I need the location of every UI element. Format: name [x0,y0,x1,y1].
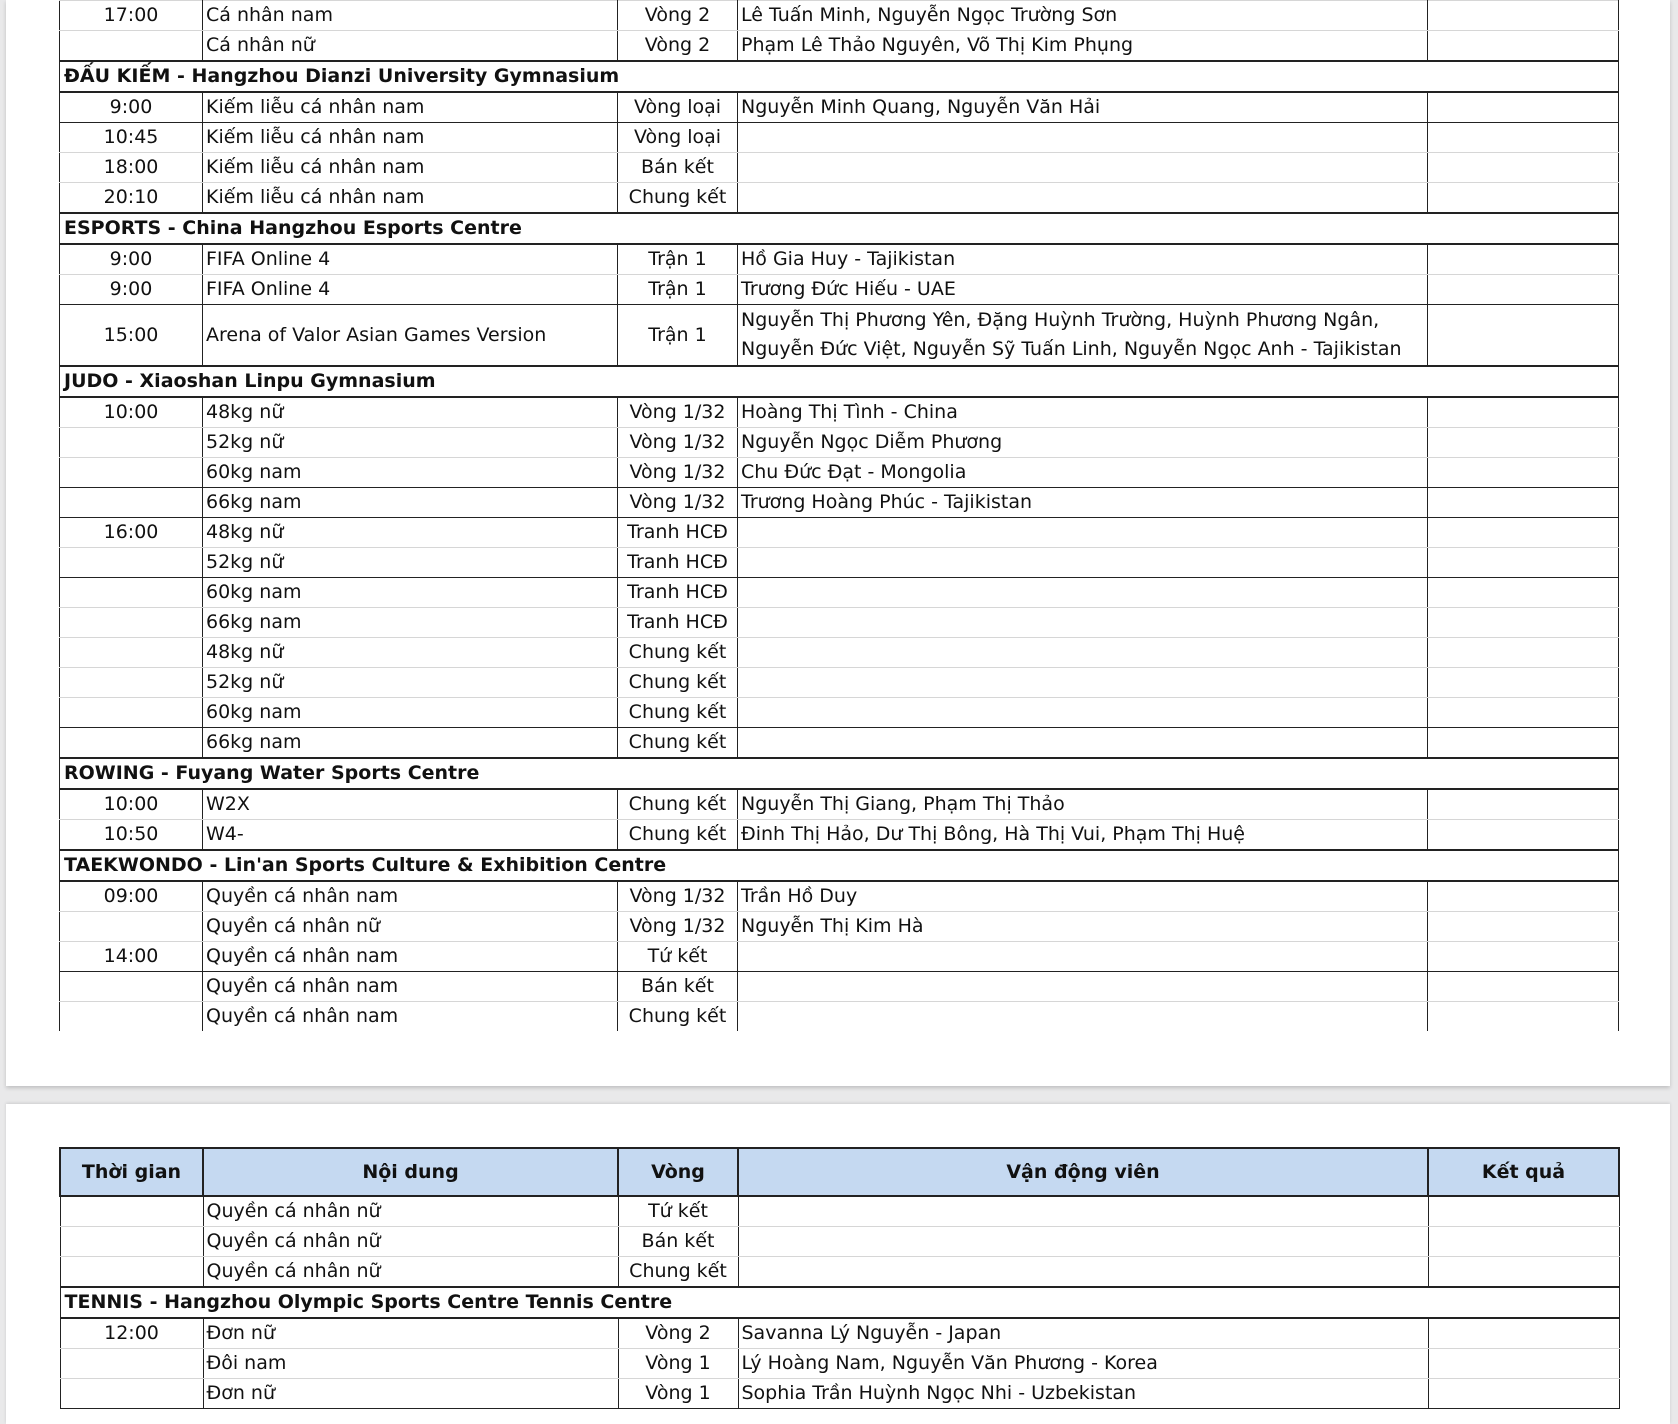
event-cell: 60kg nam [203,698,618,728]
event-cell: W2X [203,789,618,820]
time-cell [60,458,203,488]
table-row [60,942,1619,972]
time-cell [60,1379,203,1409]
table-row [60,31,1619,62]
result-cell [1428,305,1619,367]
event-cell: Quyền cá nhân nữ [203,1196,618,1227]
event-cell: FIFA Online 4 [203,275,618,305]
result-cell [1428,458,1619,488]
result-cell [1428,1318,1619,1349]
event-cell: FIFA Online 4 [203,244,618,275]
athletes-cell: Đinh Thị Hảo, Dư Thị Bông, Hà Thị Vui, Phạm Thị Huệ [738,820,1428,851]
event-cell: Quyền cá nhân nữ [203,912,618,942]
round-cell: Bán kết [618,153,738,183]
event-cell: Quyền cá nhân nam [203,942,618,972]
round-cell: Vòng 1/32 [618,458,738,488]
sport-section-row [60,61,1619,92]
table-row [60,578,1619,608]
event-cell: 52kg nữ [203,428,618,458]
event-cell: Đôi nam [203,1349,618,1379]
round-cell: Vòng 1/32 [618,428,738,458]
time-cell: 10:00 [60,789,203,820]
round-cell: Trận 1 [618,244,738,275]
time-cell: 16:00 [60,518,203,548]
event-cell: Quyền cá nhân nam [203,1002,618,1032]
round-cell: Chung kết [618,820,738,851]
time-cell: 17:00 [60,1,203,31]
round-cell: Vòng loại [618,123,738,153]
athletes-cell [738,942,1428,972]
time-cell [60,668,203,698]
time-cell [60,488,203,518]
time-cell [60,1257,203,1288]
table-row [60,428,1619,458]
athletes-cell: Sophia Trần Huỳnh Ngọc Nhi - Uzbekistan [738,1379,1428,1409]
round-cell: Tranh HCĐ [618,548,738,578]
result-cell [1428,31,1619,62]
time-cell: 9:00 [60,244,203,275]
round-cell: Vòng loại [618,92,738,123]
round-cell: Tranh HCĐ [618,608,738,638]
table-row [60,244,1619,275]
athletes-cell: Trương Đức Hiếu - UAE [738,275,1428,305]
table-row [60,638,1619,668]
table-row [60,153,1619,183]
time-cell: 14:00 [60,942,203,972]
event-cell: Kiếm liễu cá nhân nam [203,153,618,183]
time-cell: 9:00 [60,275,203,305]
round-cell: Vòng 2 [618,1,738,31]
athletes-cell: Phạm Lê Thảo Nguyên, Võ Thị Kim Phụng [738,31,1428,62]
time-cell [60,1227,203,1257]
athletes-cell [738,1227,1428,1257]
event-cell: Kiếm liễu cá nhân nam [203,92,618,123]
result-cell [1428,972,1619,1002]
result-cell [1428,668,1619,698]
athletes-cell [738,972,1428,1002]
table-row [60,881,1619,912]
schedule-page-1 [6,0,1670,1086]
schedule-table-body [60,1196,1619,1409]
result-cell [1428,942,1619,972]
table-row [60,275,1619,305]
header-result: Kết quả [1428,1148,1619,1196]
table-row [60,458,1619,488]
result-cell [1428,488,1619,518]
round-cell: Vòng 2 [618,1318,738,1349]
athletes-cell [738,698,1428,728]
round-cell: Bán kết [618,972,738,1002]
time-cell [60,728,203,759]
time-cell [60,548,203,578]
athletes-cell [738,608,1428,638]
table-header-row [60,1148,1619,1196]
result-cell [1428,92,1619,123]
result-cell [1428,1257,1619,1288]
schedule-table-page-1 [59,0,1619,1031]
sport-section-row [60,758,1619,789]
athletes-cell [738,548,1428,578]
sport-section-row [60,366,1619,397]
round-cell: Tứ kết [618,942,738,972]
event-cell: Arena of Valor Asian Games Version [203,305,618,367]
time-cell [60,972,203,1002]
time-cell: 18:00 [60,153,203,183]
event-cell: 60kg nam [203,458,618,488]
header-round: Vòng [618,1148,738,1196]
result-cell [1428,123,1619,153]
time-cell: 20:10 [60,183,203,214]
table-row [60,972,1619,1002]
athletes-cell [738,518,1428,548]
event-cell: 66kg nam [203,488,618,518]
event-cell: 60kg nam [203,578,618,608]
event-cell: 52kg nữ [203,668,618,698]
time-cell [60,578,203,608]
table-row [60,92,1619,123]
sport-section-title: TENNIS - Hangzhou Olympic Sports Centre Tennis Centre [60,1287,1619,1318]
table-row [60,518,1619,548]
event-cell: 48kg nữ [203,397,618,428]
time-cell [60,1196,203,1227]
athletes-cell: Lê Tuấn Minh, Nguyễn Ngọc Trường Sơn [738,1,1428,31]
event-cell: Quyền cá nhân nữ [203,1257,618,1288]
time-cell: 10:00 [60,397,203,428]
result-cell [1428,1,1619,31]
athletes-cell [738,638,1428,668]
event-cell: Quyền cá nhân nam [203,881,618,912]
table-row [60,912,1619,942]
time-cell: 10:45 [60,123,203,153]
athletes-cell: Trương Hoàng Phúc - Tajikistan [738,488,1428,518]
time-cell: 12:00 [60,1318,203,1349]
round-cell: Trận 1 [618,275,738,305]
result-cell [1428,820,1619,851]
round-cell: Chung kết [618,668,738,698]
table-row [60,488,1619,518]
table-row [60,1227,1619,1257]
time-cell: 9:00 [60,92,203,123]
result-cell [1428,1227,1619,1257]
time-cell [60,31,203,62]
event-cell: Cá nhân nữ [203,31,618,62]
athletes-cell: Hồ Gia Huy - Tajikistan [738,244,1428,275]
athletes-cell: Nguyễn Thị Phương Yên, Đặng Huỳnh Trường, Huỳnh Phương Ngân, Nguyễn Đức Việt, Nguyễn Sỹ Tuấn Linh, Nguyễn Ngọc Anh - Tajikistan [738,305,1428,367]
header-time: Thời gian [60,1148,203,1196]
result-cell [1428,789,1619,820]
event-cell: Đơn nữ [203,1379,618,1409]
athletes-cell [738,728,1428,759]
sport-section-row [60,850,1619,881]
event-cell: 48kg nữ [203,638,618,668]
event-cell: Kiếm liễu cá nhân nam [203,183,618,214]
event-cell: Quyền cá nhân nữ [203,1227,618,1257]
athletes-cell: Hoàng Thị Tình - China [738,397,1428,428]
table-row [60,183,1619,214]
athletes-cell: Nguyễn Thị Kim Hà [738,912,1428,942]
result-cell [1428,244,1619,275]
result-cell [1428,548,1619,578]
result-cell [1428,428,1619,458]
round-cell: Vòng 1/32 [618,397,738,428]
result-cell [1428,1379,1619,1409]
result-cell [1428,183,1619,214]
round-cell: Chung kết [618,1002,738,1032]
table-row [60,1349,1619,1379]
time-cell: 15:00 [60,305,203,367]
time-cell [60,638,203,668]
round-cell: Vòng 2 [618,31,738,62]
event-cell: W4- [203,820,618,851]
round-cell: Bán kết [618,1227,738,1257]
time-cell [60,428,203,458]
result-cell [1428,728,1619,759]
result-cell [1428,881,1619,912]
event-cell: 48kg nữ [203,518,618,548]
round-cell: Chung kết [618,638,738,668]
result-cell [1428,1349,1619,1379]
result-cell [1428,1196,1619,1227]
event-cell: Quyền cá nhân nam [203,972,618,1002]
round-cell: Tứ kết [618,1196,738,1227]
athletes-cell [738,153,1428,183]
athletes-cell: Savanna Lý Nguyễn - Japan [738,1318,1428,1349]
table-row [60,728,1619,759]
event-cell: Đơn nữ [203,1318,618,1349]
schedule-table-page-2 [59,1147,1620,1409]
result-cell [1428,578,1619,608]
table-row [60,548,1619,578]
round-cell: Chung kết [618,183,738,214]
schedule-page-2 [6,1104,1670,1424]
header-athletes: Vận động viên [738,1148,1428,1196]
sport-section-title: ROWING - Fuyang Water Sports Centre [60,758,1619,789]
result-cell [1428,1002,1619,1032]
time-cell [60,912,203,942]
round-cell: Vòng 1/32 [618,488,738,518]
athletes-cell [738,668,1428,698]
time-cell [60,698,203,728]
table-row [60,1,1619,31]
result-cell [1428,608,1619,638]
table-row [60,1318,1619,1349]
event-cell: Kiếm liễu cá nhân nam [203,123,618,153]
result-cell [1428,153,1619,183]
table-row [60,305,1619,367]
event-cell: 66kg nam [203,608,618,638]
sport-section-title: JUDO - Xiaoshan Linpu Gymnasium [60,366,1619,397]
time-cell [60,1002,203,1032]
sport-section-title: ĐẤU KIẾM - Hangzhou Dianzi University Gymnasium [60,61,1619,92]
time-cell: 09:00 [60,881,203,912]
athletes-cell [738,578,1428,608]
table-row [60,789,1619,820]
sport-section-title: ESPORTS - China Hangzhou Esports Centre [60,213,1619,244]
athletes-cell: Nguyễn Thị Giang, Phạm Thị Thảo [738,789,1428,820]
athletes-cell: Nguyễn Minh Quang, Nguyễn Văn Hải [738,92,1428,123]
athletes-cell: Chu Đức Đạt - Mongolia [738,458,1428,488]
header-content: Nội dung [203,1148,618,1196]
athletes-cell [738,1257,1428,1288]
round-cell: Tranh HCĐ [618,578,738,608]
result-cell [1428,912,1619,942]
athletes-cell [738,123,1428,153]
result-cell [1428,638,1619,668]
round-cell: Chung kết [618,1257,738,1288]
round-cell: Tranh HCĐ [618,518,738,548]
table-row [60,698,1619,728]
round-cell: Chung kết [618,698,738,728]
athletes-cell: Lý Hoàng Nam, Nguyễn Văn Phương - Korea [738,1349,1428,1379]
time-cell [60,608,203,638]
table-row [60,1379,1619,1409]
table-row [60,668,1619,698]
sport-section-row [60,1287,1619,1318]
table-row [60,123,1619,153]
table-row [60,1196,1619,1227]
athletes-cell [738,183,1428,214]
event-cell: 52kg nữ [203,548,618,578]
result-cell [1428,698,1619,728]
round-cell: Chung kết [618,728,738,759]
result-cell [1428,518,1619,548]
round-cell: Vòng 1 [618,1379,738,1409]
schedule-table-body [60,1,1619,1032]
sport-section-row [60,213,1619,244]
table-row [60,397,1619,428]
table-row [60,608,1619,638]
round-cell: Chung kết [618,789,738,820]
result-cell [1428,397,1619,428]
table-row [60,1257,1619,1288]
time-cell [60,1349,203,1379]
round-cell: Vòng 1 [618,1349,738,1379]
athletes-cell: Nguyễn Ngọc Diễm Phương [738,428,1428,458]
athletes-cell [738,1002,1428,1032]
event-cell: Cá nhân nam [203,1,618,31]
event-cell: 66kg nam [203,728,618,759]
result-cell [1428,275,1619,305]
round-cell: Trận 1 [618,305,738,367]
time-cell: 10:50 [60,820,203,851]
sport-section-title: TAEKWONDO - Lin'an Sports Culture & Exhibition Centre [60,850,1619,881]
athletes-cell: Trần Hồ Duy [738,881,1428,912]
round-cell: Vòng 1/32 [618,881,738,912]
table-row [60,1002,1619,1032]
round-cell: Vòng 1/32 [618,912,738,942]
athletes-cell [738,1196,1428,1227]
table-row [60,820,1619,851]
